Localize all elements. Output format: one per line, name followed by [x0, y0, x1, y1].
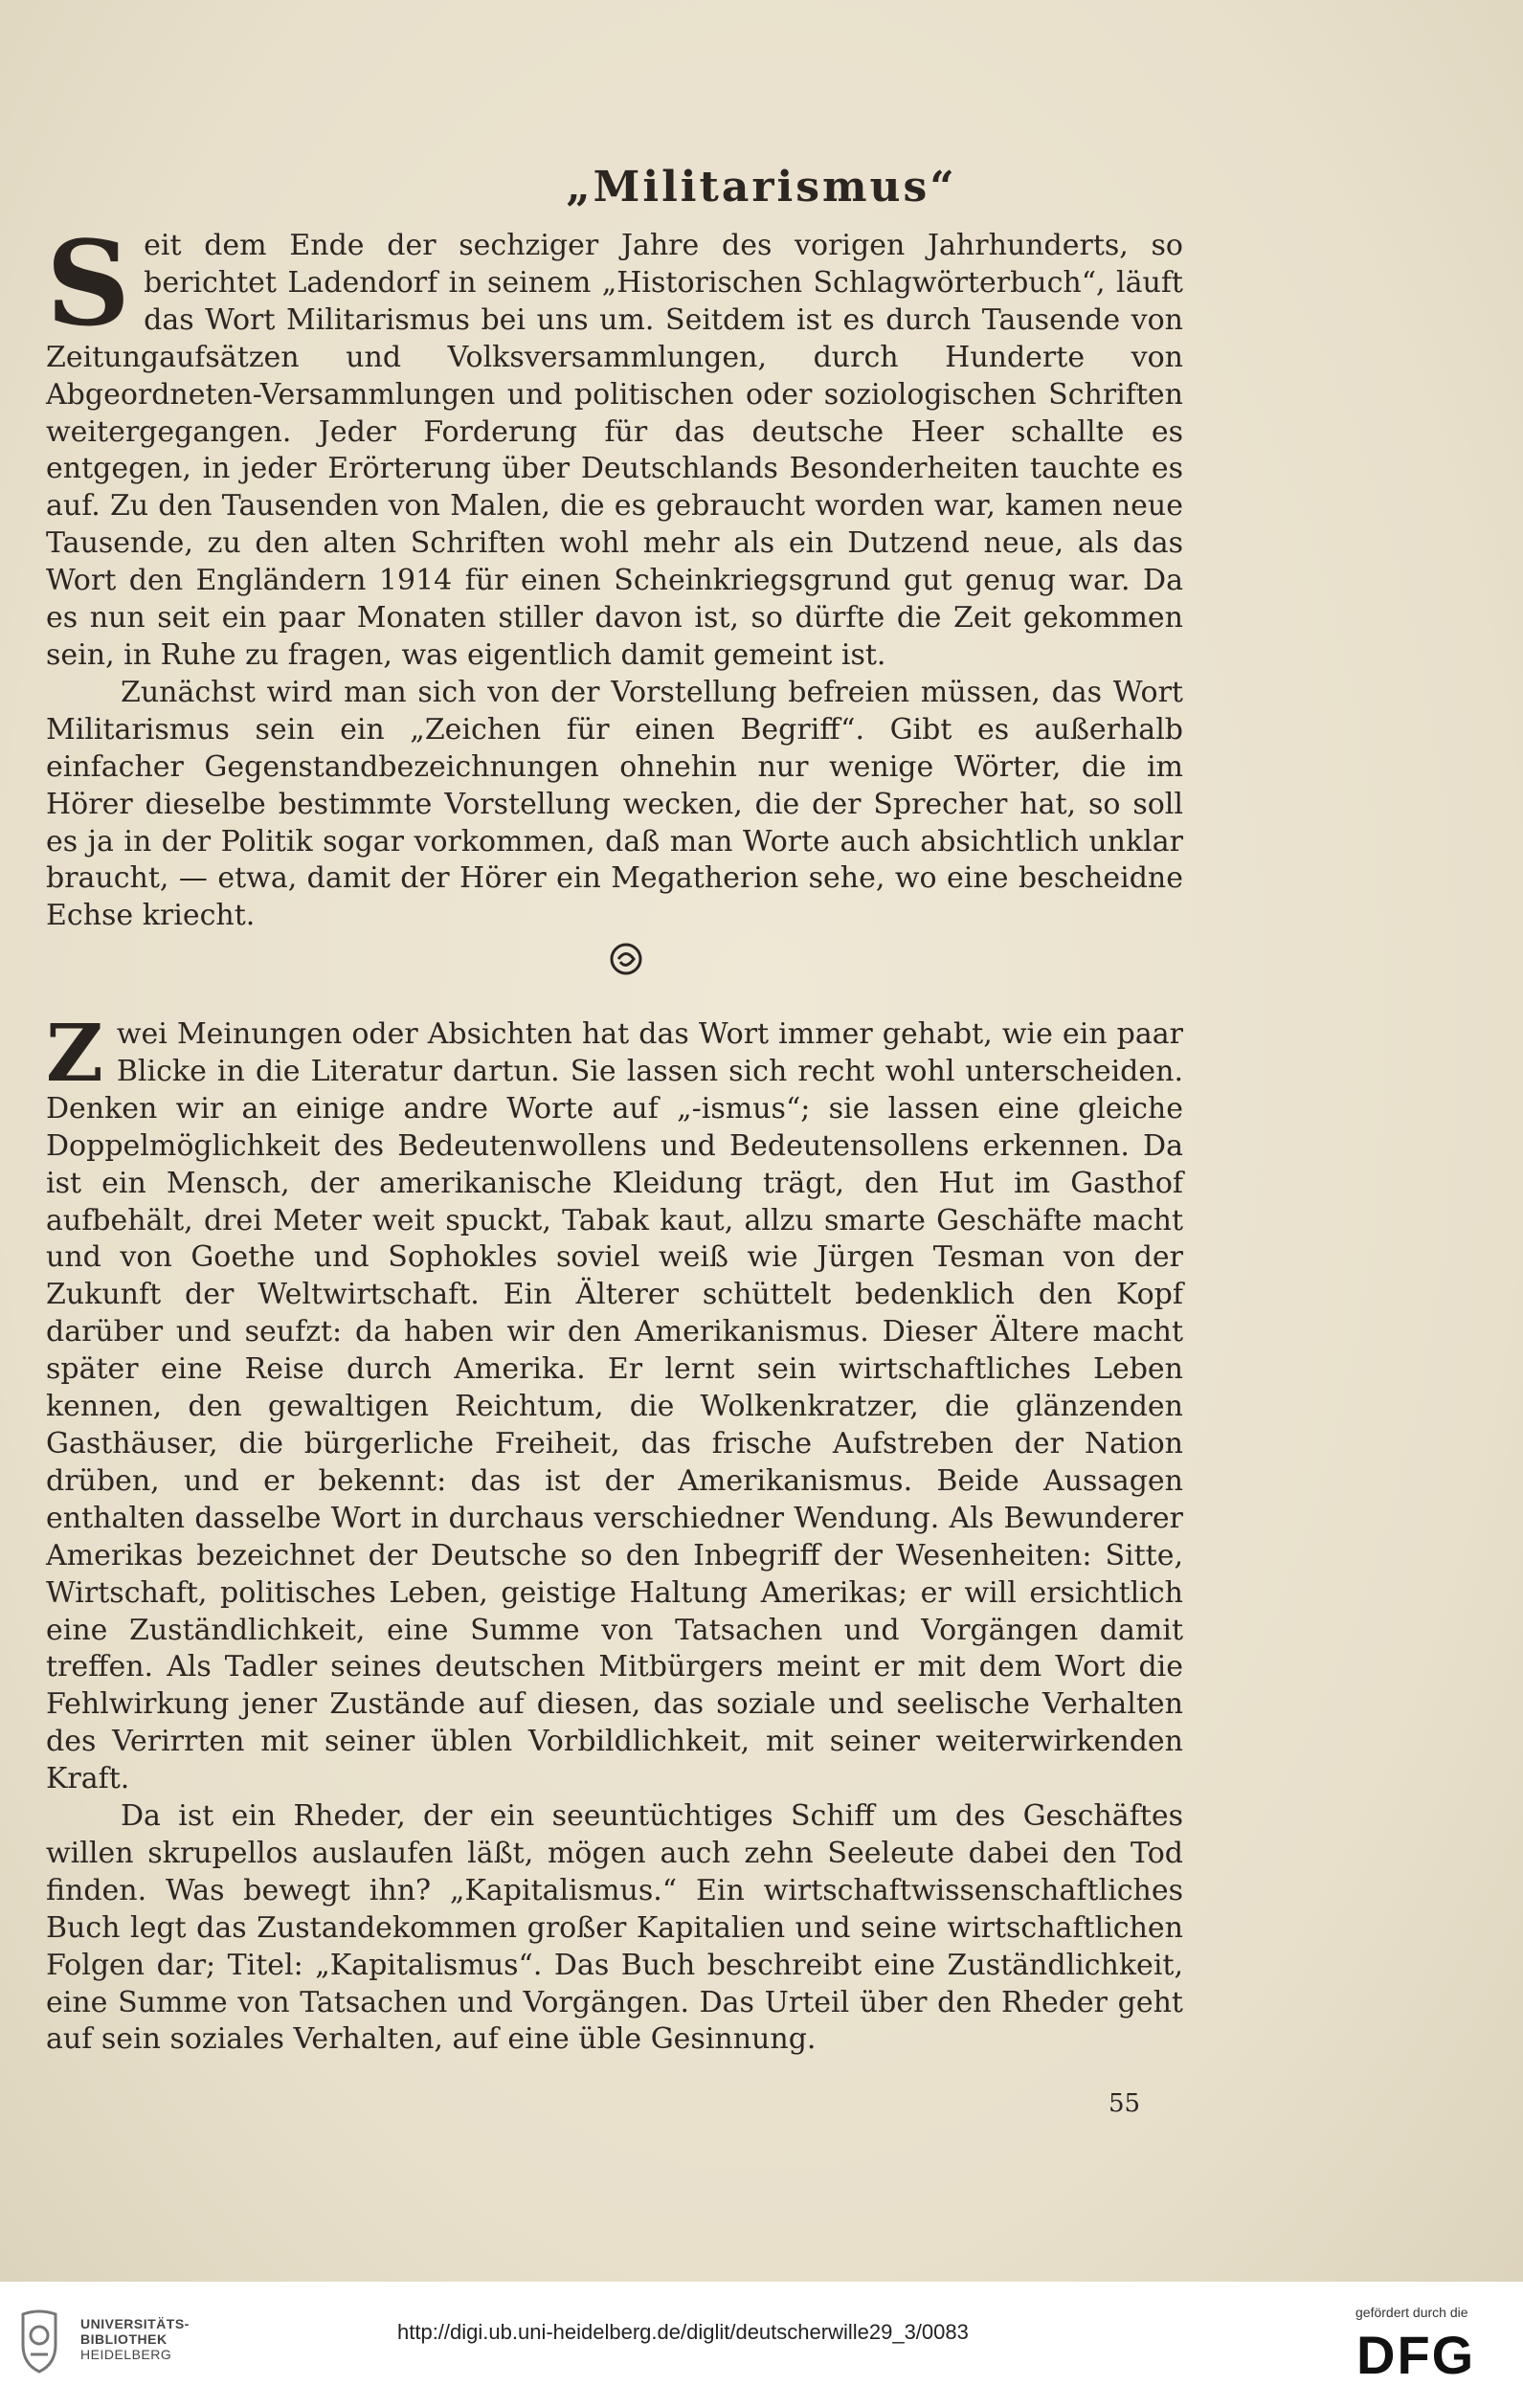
viewer-footer: [0, 2282, 1523, 2408]
page-number: 55: [1109, 2089, 1141, 2118]
paragraph: wei Meinungen oder Absichten hat das Wort immer gehabt, wie ein paar Blicke in die Literatur dartun. Sie lassen sich recht wohl unterscheiden. Denken wir an einige andre Worte auf „-ismus“; sie lassen eine gleiche Doppelmöglichkeit des Bedeutenwollens und Bedeutensollens erkennen. Da ist ein Mensch, der amerikanische Kleidung trägt, den Hut im Gasthof aufbehält, drei Meter weit spuckt, Tabak kaut, allzu smarte Geschäfte macht und von Goethe und Sophokles soviel weiß wie Jürgen Tesman von der Zukunft der Weltwirtschaft. Ein Älterer schüttelt bedenklich den Kopf darüber und seufzt: da haben wir den Amerikanismus. Dieser Ältere macht später eine Reise durch Amerika. Er lernt sein wirtschaftliches Leben kennen, den gewaltigen Reichtum, die Wolkenkratzer, die glänzenden Gasthäuser, die bürgerliche Freiheit, das frische Aufstreben der Nation drüben, und er bekennt: das ist der Amerikanismus. Beide Aussagen enthalten dasselbe Wort in durchaus verschiedner Wendung. Als Bewunderer Amerikas bezeichnet der Deutsche so den Inbegriff der Wesenheiten: Sitte, Wirtschaft, politisches Leben, geistige Haltung Amerikas; er will ersichtlich eine Zuständlichkeit, eine Summe von Tatsachen und Vorgängen damit treffen. Als Tadler seines deutschen Mitbürgers meint er mit dem Wort die Fehlwirkung jener Zustände auf diesen, das soziale und seelische Verhalten des Verirrten mit seiner üblen Vorbildlichkeit, mit seiner weiterwirkenden Kraft.: [46, 1017, 1183, 1796]
library-name: UNIVERSITÄTS- BIBLIOTHEK HEIDELBERG: [80, 2316, 190, 2362]
section-two: [46, 1008, 1183, 2059]
paragraph: Da ist ein Rheder, der ein seeuntüchtiges Schiff um des Geschäftes willen skrupellos auslaufen läßt, mögen auch zehn Seeleute dabei den Tod finden. Was bewegt ihn? „Kapitalismus.“ Ein wirtschaftwissenschaftliches Buch legt das Zustandekommen großer Kapitalien und seine wirtschaftlichen Folgen dar; Titel: „Kapitalismus“. Das Buch beschreibt eine Zuständlichkeit, eine Summe von Tatsachen und Vorgängen. Das Urteil über den Rheder geht auf sein soziales Verhalten, auf eine üble Gesinnung.: [46, 1799, 1183, 2057]
dropcap-z: Z: [46, 1008, 103, 1100]
dfg-logo: DFG: [1356, 2325, 1476, 2385]
university-seal-icon: [15, 2307, 63, 2375]
permalink-url[interactable]: http://digi.ub.uni-heidelberg.de/diglit/deutscherwille29_3/0083: [397, 2320, 969, 2344]
article-title: „Militarismus“: [566, 163, 957, 212]
paragraph: eit dem Ende der sechziger Jahre des vorigen Jahrhunderts, so berichtet Ladendorf in seinem „Historischen Schlagwörterbuch“, läuft das Wort Militarismus bei uns um. Seitdem ist es durch Tausende von Zeitungaufsätzen und Volksversammlungen, durch Hunderte von Abgeordneten-Versammlungen und politischen oder soziologischen Schriften weitergegangen. Jeder Forderung für das deutsche Heer schallte es entgegen, in jeder Erörterung über Deutschlands Besonderheiten tauchte es auf. Zu den Tausenden von Malen, die es gebraucht worden war, kamen neue Tausende, zu den alten Schriften wohl mehr als ein Dutzend neue, als das Wort den Engländern 1914 für einen Scheinkriegsgrund gut genug war. Da es nun seit ein paar Monaten stiller davon ist, so dürfte die Zeit gekommen sein, in Ruhe zu fragen, was eigentlich damit gemeint ist.: [46, 229, 1183, 672]
paragraph: Zunächst wird man sich von der Vorstellung befreien müssen, das Wort Militarismus sein ein „Zeichen für einen Begriff“. Gibt es außerhalb einfacher Gegenstandbezeichnungen ohnehin nur wenige Wörter, die im Hörer dieselbe bestimmte Vorstellung wecken, die der Sprecher hat, so soll es ja in der Politik sogar vorkommen, daß man Worte auch absichtlich unklar braucht, — etwa, damit der Hörer ein Megatherion sehe, wo eine bescheidne Echse kriecht.: [46, 675, 1183, 933]
dropcap-s: S: [46, 214, 131, 352]
funder-text: gefördert durch die: [1355, 2305, 1468, 2320]
section-divider-ornament-icon: [607, 940, 645, 978]
section-one: [46, 214, 1183, 935]
